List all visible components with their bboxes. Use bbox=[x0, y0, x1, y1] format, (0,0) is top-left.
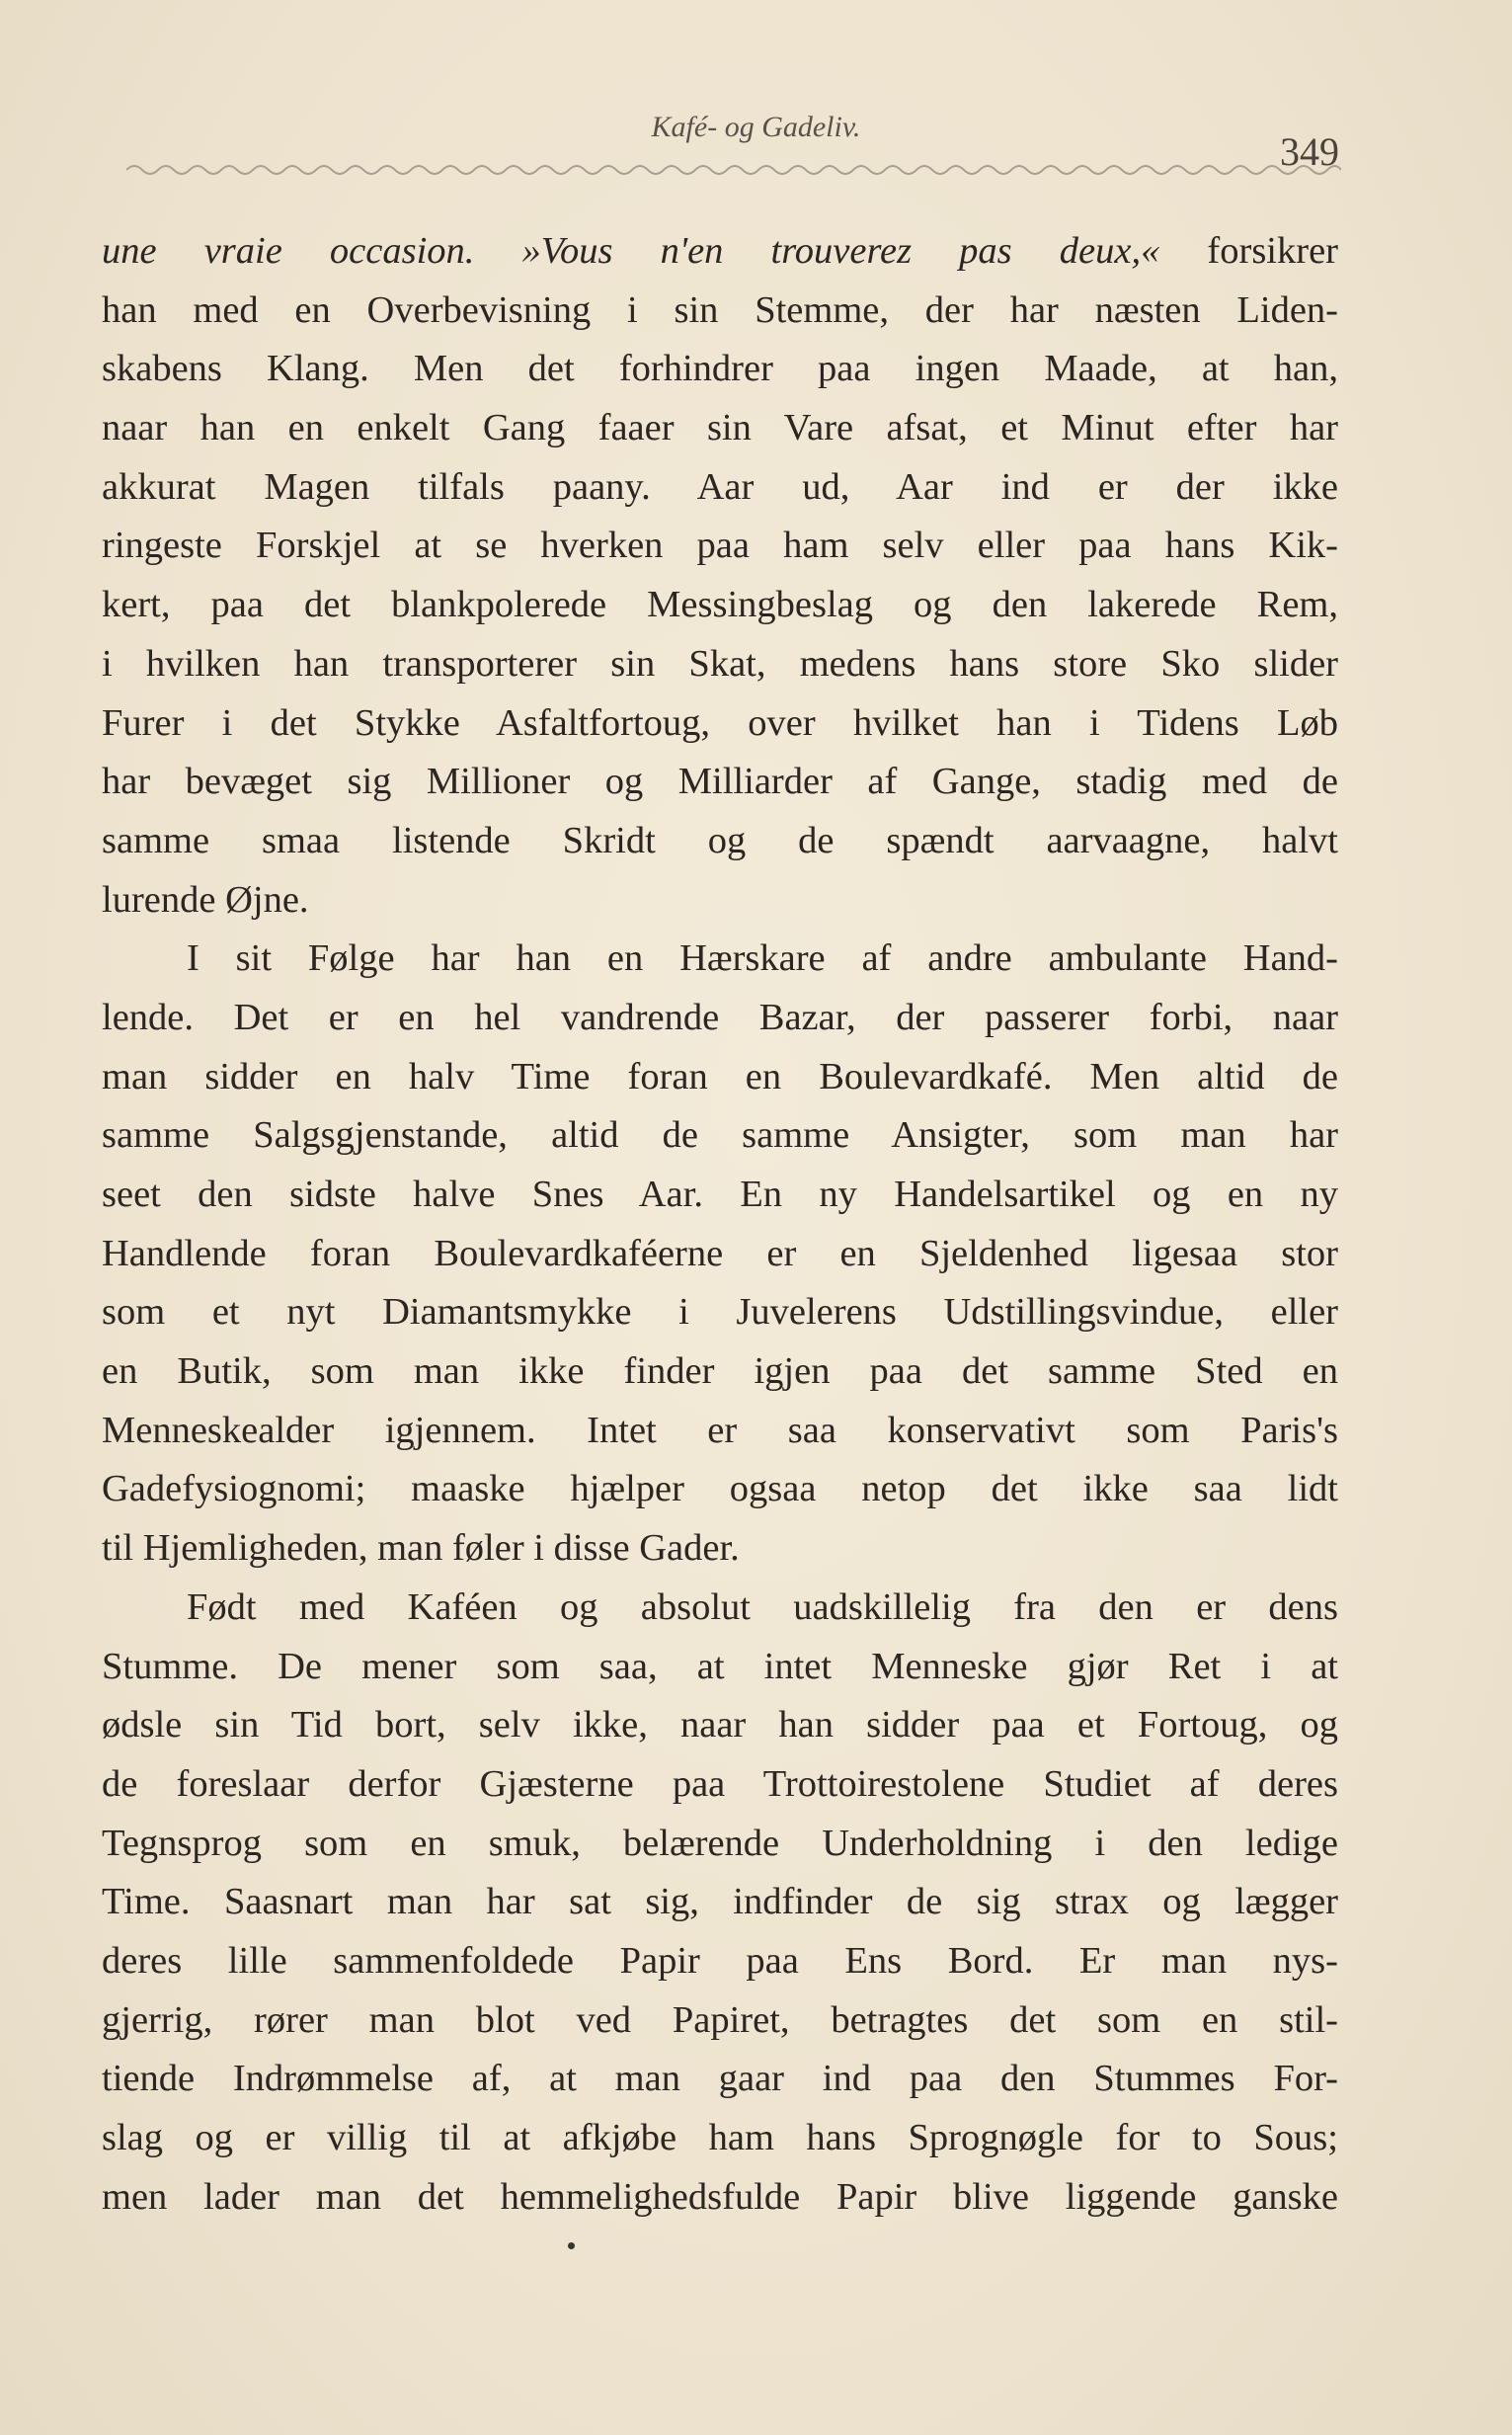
text-line: en Butik, som man ikke finder igjen paa det samme Sted en bbox=[102, 1350, 1338, 1393]
text-line: deres lille sammenfoldede Papir paa Ens Bord. Er man nys- bbox=[102, 1939, 1338, 1982]
text-line: lende. Det er en hel vandrende Bazar, der passerer forbi, naar bbox=[102, 996, 1338, 1038]
text-line: skabens Klang. Men det forhindrer paa ingen Maade, at han, bbox=[102, 348, 1338, 390]
text-line: men lader man det hemmelighedsfulde Papir blive liggende ganske bbox=[102, 2175, 1338, 2218]
text-line: kert, paa det blankpolerede Messingbeslag og den lakerede Rem, bbox=[102, 584, 1338, 626]
text-line: naar han en enkelt Gang faaer sin Vare afsat, et Minut efter har bbox=[102, 407, 1338, 449]
printer-mark-dot bbox=[568, 2242, 575, 2249]
text-line: akkurat Magen tilfals paany. Aar ud, Aar ind er der ikke bbox=[102, 465, 1338, 508]
text-line: i hvilken han transporterer sin Skat, medens hans store Sko slider bbox=[102, 642, 1338, 685]
text-line: samme Salgsgjenstande, altid de samme Ansigter, som man har bbox=[102, 1114, 1338, 1157]
text-line: man sidder en halv Time foran en Boulevardkafé. Men altid de bbox=[102, 1055, 1338, 1097]
text-line: lurende Øjne. bbox=[102, 878, 309, 921]
text-line: Stumme. De mener som saa, at intet Menneske gjør Ret i at bbox=[102, 1645, 1338, 1687]
text-line: Handlende foran Boulevardkaféerne er en Sjeldenhed ligesaa stor bbox=[102, 1232, 1338, 1274]
text-line: ringeste Forskjel at se hverken paa ham selv eller paa hans Kik- bbox=[102, 525, 1338, 567]
text-line: de foreslaar derfor Gjæsterne paa Trottoirestolene Studiet af deres bbox=[102, 1762, 1338, 1805]
italic-quote: une vraie occasion. »Vous n'en trouverez pas deux,« bbox=[102, 230, 1160, 272]
body-text bbox=[102, 222, 1338, 2227]
text-line: som et nyt Diamantsmykke i Juvelerens Udstillingsvindue, eller bbox=[102, 1291, 1338, 1334]
text-line: han med en Overbevisning i sin Stemme, der har næsten Liden- bbox=[102, 288, 1338, 331]
text-line: Gadefysiognomi; maaske hjælper ogsaa netop det ikke saa lidt bbox=[102, 1468, 1338, 1510]
text-line: gjerrig, rører man blot ved Papiret, betragtes det som en stil- bbox=[102, 1998, 1338, 2041]
text-line: I sit Følge har han en Hærskare af andre ambulante Hand- bbox=[187, 937, 1338, 980]
text-line: Født med Kaféen og absolut uadskillelig fra den er dens bbox=[187, 1585, 1338, 1628]
text-line: tiende Indrømmelse af, at man gaar ind paa den Stummes For- bbox=[102, 2058, 1338, 2100]
text-line: ødsle sin Tid bort, selv ikke, naar han sidder paa et Fortoug, og bbox=[102, 1704, 1338, 1746]
running-title: Kafé- og Gadeliv. bbox=[651, 111, 861, 143]
line-rest: forsikrer bbox=[1159, 230, 1338, 272]
header-ornament-rule bbox=[126, 158, 1341, 182]
text-line: Time. Saasnart man har sat sig, indfinder de sig strax og lægger bbox=[102, 1881, 1338, 1923]
text-line: seet den sidste halve Snes Aar. En ny Handelsartikel og en ny bbox=[102, 1174, 1338, 1215]
text-line: har bevæget sig Millioner og Milliarder af Gange, stadig med de bbox=[102, 761, 1338, 803]
text-line: Tegnsprog som en smuk, belærende Underholdning i den ledige bbox=[102, 1822, 1338, 1864]
text-line: Furer i det Stykke Asfaltfortoug, over hvilket han i Tidens Løb bbox=[102, 701, 1338, 744]
text-line: til Hjemligheden, man føler i disse Gader. bbox=[102, 1527, 740, 1570]
text-line: samme smaa listende Skridt og de spændt aarvaagne, halvt bbox=[102, 819, 1338, 861]
page-number: 349 bbox=[1280, 129, 1339, 174]
text-line: slag og er villig til at afkjøbe ham hans Sprognøgle for to Sous; bbox=[102, 2117, 1338, 2158]
text-line: Menneskealder igjennem. Intet er saa konservativt som Paris's bbox=[102, 1409, 1338, 1451]
text-line bbox=[102, 222, 1338, 282]
